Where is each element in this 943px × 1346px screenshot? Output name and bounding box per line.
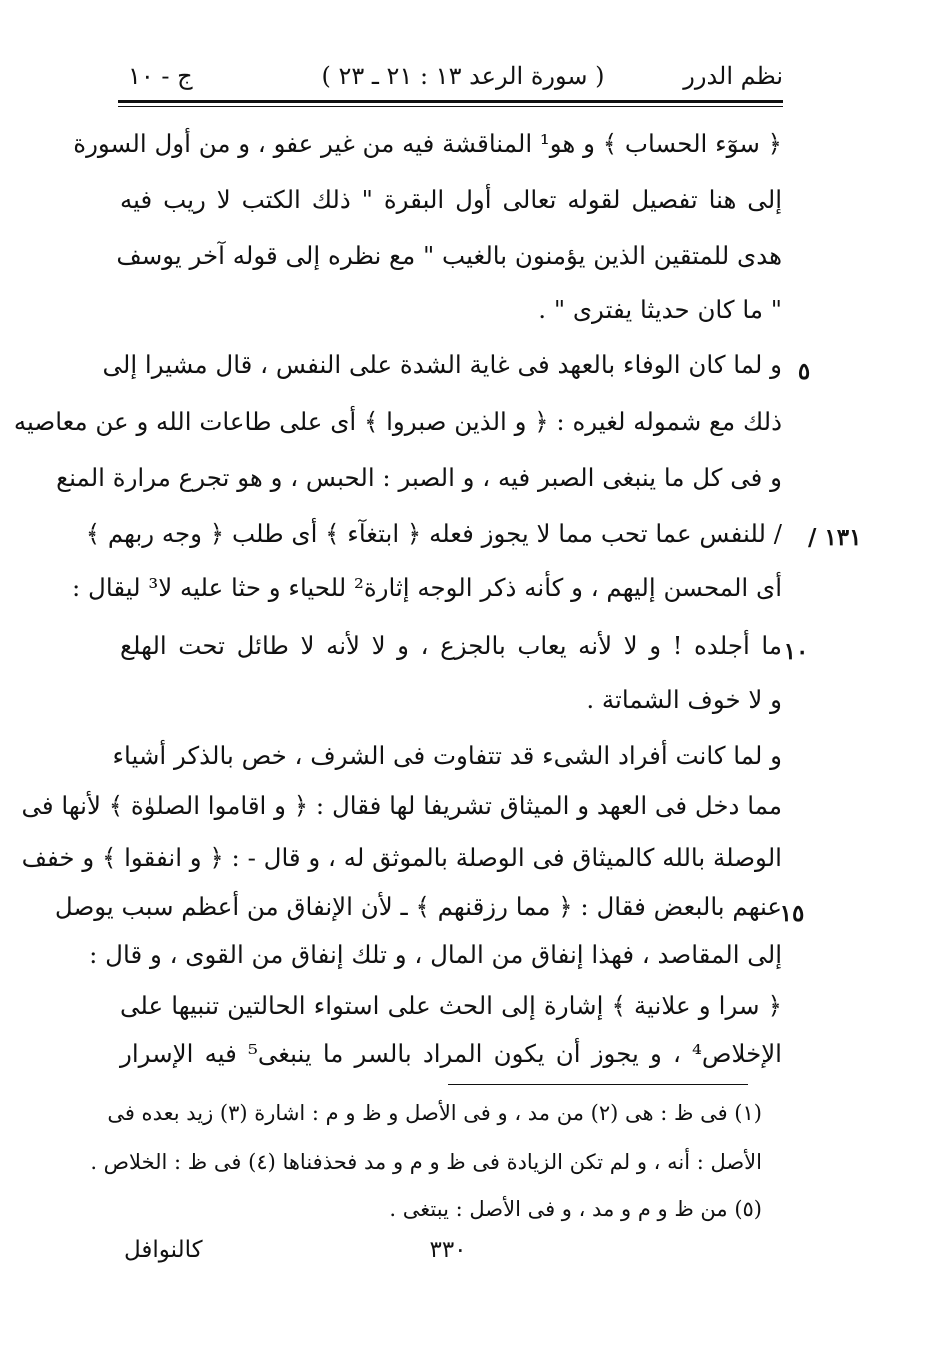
margin-line-number-10: ١٠ [783,638,809,665]
margin-line-number-5: ٥ [797,358,811,385]
page-number: ٣٣٠ [429,1237,467,1263]
header-book-title: نظم الدرر [683,62,783,90]
text-line: عنهم بالبعض فقال : ﴿ مما رزقنهم ﴾ ـ لأن الإنفاق من أعظم سبب يوصل [54,892,782,921]
footnote-line: الأصل : أنه ، و لم تكن الزيادة فى ظ و م و مد فحذفناها (٤) فى ظ : الخلاص . [90,1150,762,1174]
header-volume-number: ج - ١٠ [128,62,193,90]
text-line: " ما كان حديثا يفترى " . [538,295,782,324]
text-line: إلى هنا تفصيل لقوله تعالى أول البقرة " ذلك الكتب لا ريب فيه [120,185,782,214]
text-line: و لما كان الوفاء بالعهد فى غاية الشدة على النفس ، قال مشيرا إلى [102,350,782,379]
text-line: و فى كل ما ينبغى الصبر فيه ، و الصبر : الحبس ، و هو تجرع مرارة المنع [56,463,782,492]
text-line: / للنفس عما تحب مما لا يجوز فعله ﴿ ابتغآء ﴾ أى طلب ﴿ وجه ربهم ﴾ [85,519,782,548]
text-line: و لا خوف الشماتة . [586,685,782,714]
header-surah-reference: ( سورة الرعد ١٣ : ٢١ ـ ٢٣ ) [321,62,605,90]
text-line: ذلك مع شموله لغيره : ﴿ و الذين صبروا ﴾ أى على طاعات الله و عن معاصيه [13,407,782,436]
text-line: أى المحسن إليهم ، و كأنه ذكر الوجه إثارة² للحياء و حثا عليه لا³ ليقال : [72,573,782,602]
footnote-line: (٥) من ظ و م و مد ، و فى الأصل : يبتغى . [389,1197,762,1221]
text-line: الوصلة بالله كالميثاق فى الوصلة بالموثق له ، و قال - : ﴿ و انفقوا ﴾ و خفف [21,843,782,872]
footnote-separator [448,1084,748,1085]
catchword: كالنوافل [124,1237,203,1263]
text-line: ﴿ سرا و علانية ﴾ إشارة إلى الحث على استواء الحالتين تنبيها على [120,991,782,1020]
margin-line-number-15: ١٥ [779,900,805,927]
text-line: و لما كانت أفراد الشىء قد تتفاوت فى الشرف ، خص بالذكر أشياء [112,741,782,770]
text-line: هدى للمتقين الذين يؤمنون بالغيب " مع نظره إلى قوله آخر يوسف [116,241,782,270]
text-line: إلى المقاصد ، فهذا إنفاق من المال ، و تلك إنفاق من القوى ، و قال : [89,940,782,969]
header-rule-thin [118,106,783,107]
text-line: مما دخل فى العهد و الميثاق تشريفا لها فقال : ﴿ و اقاموا الصلوٰة ﴾ لأنها فى [21,791,782,820]
header-rule-thick [118,100,783,103]
margin-manuscript-page: ١٣١ / [808,524,862,551]
footnote-line: (١) فى ظ : هى (٢) من مد ، و فى الأصل و ظ و م : اشارة (٣) زيد بعده فى [107,1101,762,1125]
text-line: ﴿ سوٓء الحساب ﴾ و هو¹ المناقشة فيه من غير عفو ، و من أول السورة [73,129,782,158]
text-line: الإخلاص⁴ ، و يجوز أن يكون المراد بالسر ما ينبغى⁵ فيه الإسرار [120,1039,782,1068]
text-line: ما أجلده ! و لا لأنه يعاب بالجزع ، و لا لأنه لا طائل تحت الهلع [120,631,782,660]
